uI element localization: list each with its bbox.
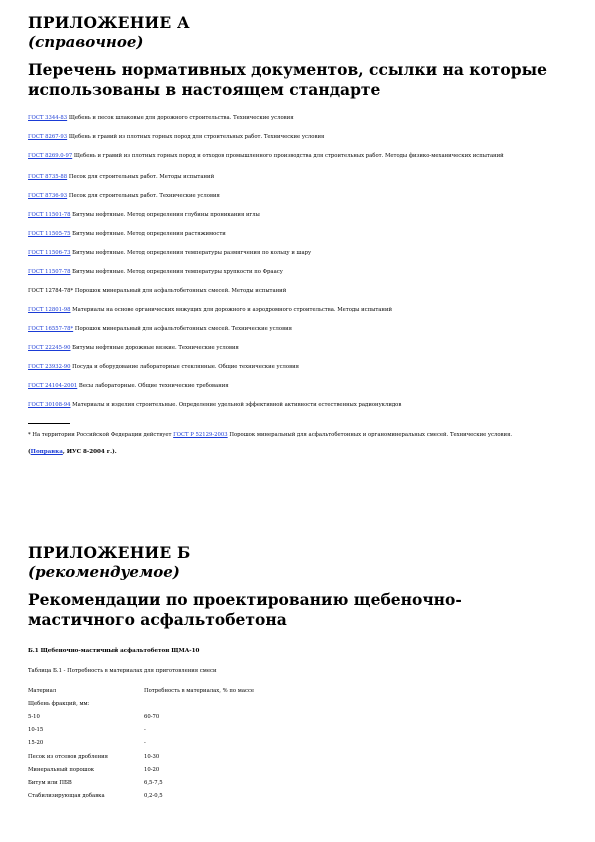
- reference-title: Битумы нефтяные дорожные вязкие. Технические условия: [70, 345, 239, 351]
- table-row: [28, 750, 344, 763]
- reference-title: Песок для строительных работ. Методы испытаний: [67, 174, 215, 180]
- table-row: [28, 710, 344, 723]
- reference-item: [28, 287, 568, 295]
- table-cell-material: Стабилизирующая добавка: [28, 793, 105, 800]
- appendix-a-subtitle: (справочное): [28, 33, 144, 51]
- reference-title: Битумы нефтяные. Метод определения температуры размягчения по кольцу и шару: [70, 250, 312, 256]
- table-cell-material: 5-10: [28, 713, 40, 720]
- table-row: [28, 724, 344, 737]
- table-row: [28, 737, 344, 750]
- reference-item: [28, 173, 568, 181]
- reference-title: Битумы нефтяные. Метод определения температуры хрупкости по Фраасу: [70, 269, 283, 275]
- reference-code-link[interactable]: ГОСТ 11505-75: [28, 231, 71, 237]
- table-header-material: Материал: [28, 687, 57, 694]
- reference-item: [28, 230, 568, 238]
- reference-code-link[interactable]: ГОСТ 23932-90: [28, 364, 71, 370]
- table-cell-requirement: 10-20: [144, 766, 160, 773]
- reference-item: [28, 363, 568, 371]
- reference-title: Материалы на основе органических вяжущих для дорожного и аэродромного строительства. Методы испытаний: [70, 307, 393, 313]
- reference-code-link[interactable]: ГОСТ 8735-88: [28, 174, 68, 180]
- reference-title: Порошок минеральный для асфальтобетонных смесей. Методы испытаний: [73, 288, 287, 294]
- reference-code-link[interactable]: ГОСТ 22245-90: [28, 345, 71, 351]
- reference-item: [28, 325, 568, 333]
- reference-title: Материалы и изделия строительные. Определение удельной эффективной активности естественных радионуклидов: [70, 402, 402, 408]
- footnote-divider: [28, 423, 70, 424]
- reference-item: [28, 133, 568, 141]
- reference-code-link[interactable]: ГОСТ 11501-78: [28, 212, 71, 218]
- table-caption: Таблица Б.1 - Потребность в материалах для приготовления смеси: [28, 668, 217, 674]
- reference-title: Битумы нефтяные. Метод определения глубины проникания иглы: [70, 212, 260, 218]
- reference-title: Порошок минеральный для асфальтобетонных смесей. Технические условия: [73, 326, 292, 332]
- appendix-a-title: ПРИЛОЖЕНИЕ А: [28, 13, 190, 32]
- materials-table: [28, 684, 344, 803]
- table-cell-material: Минеральный порошок: [28, 766, 95, 773]
- table-cell-requirement: -: [144, 740, 146, 747]
- table-cell-material: 15-20: [28, 740, 44, 747]
- appendix-b-title: ПРИЛОЖЕНИЕ Б: [28, 543, 191, 562]
- footnote: [28, 431, 528, 439]
- reference-item: [28, 211, 568, 219]
- reference-item: [28, 344, 568, 352]
- reference-item: [28, 152, 568, 160]
- reference-item: [28, 401, 568, 409]
- references-list: [28, 114, 568, 409]
- footnote-text-after: Порошок минеральный для асфальтобетонных и органоминеральных смесей. Технические условия.: [227, 432, 513, 438]
- reference-code-link[interactable]: ГОСТ 11507-78: [28, 269, 71, 275]
- subsection-title: Б.1 Щебеночно-мастичный асфальтобетон ЩМА-10: [28, 648, 200, 654]
- table-cell-requirement: [144, 697, 344, 710]
- table-cell-material: Щебень фракций, мм:: [28, 700, 90, 707]
- table-cell-requirement: 10-30: [144, 753, 160, 760]
- reference-title: Щебень и песок шлаковые для дорожного строительства. Технические условия: [67, 115, 294, 121]
- table-row: [28, 697, 344, 710]
- table-cell-material: 10-15: [28, 727, 44, 734]
- table-row: [28, 790, 344, 803]
- reference-item: [28, 192, 568, 200]
- reference-code-link[interactable]: ГОСТ 30108-94: [28, 402, 71, 408]
- reference-title: Посуда и оборудование лабораторные стеклянные. Общие технические условия: [70, 364, 299, 370]
- reference-code-link[interactable]: ГОСТ 16557-78*: [28, 326, 74, 332]
- reference-code: ГОСТ 12784-78*: [28, 288, 74, 294]
- footnote-link[interactable]: ГОСТ Р 52129-2003: [173, 432, 228, 438]
- reference-code-link[interactable]: ГОСТ 11506-73: [28, 250, 71, 256]
- appendix-b-subtitle: (рекомендуемое): [28, 563, 180, 581]
- table-header-requirement: Потребность в материалах, % по массе: [144, 687, 255, 694]
- reference-title: Битумы нефтяные. Метод определения растяжимости: [70, 231, 226, 237]
- reference-item: [28, 382, 568, 390]
- reference-code-link[interactable]: ГОСТ 3344-83: [28, 115, 68, 121]
- reference-item: [28, 306, 568, 314]
- reference-title: Щебень и гравий из плотных горных пород и отходов промышленного производства для строительных работ. Методы физико-механических испытаний: [72, 153, 504, 159]
- amendment-link[interactable]: Поправка: [30, 449, 63, 455]
- reference-title: Щебень и гравий из плотных горных пород для строительных работ. Технические условия: [67, 134, 325, 140]
- reference-item: [28, 268, 568, 276]
- reference-title: Песок для строительных работ. Технические условия: [67, 193, 220, 199]
- reference-code-link[interactable]: ГОСТ 8269.0-97: [28, 153, 73, 159]
- references-heading: Перечень нормативных документов, ссылки на которые использованы в настоящем стандарте: [28, 60, 547, 99]
- footnote-text-before: * На территории Российской Федерации действует: [28, 432, 174, 438]
- table-cell-material: Песок из отсевов дробления: [28, 753, 108, 760]
- table-cell-requirement: 6,5-7,5: [144, 779, 163, 786]
- table-row: [28, 776, 344, 789]
- reference-code-link[interactable]: ГОСТ 8736-93: [28, 193, 68, 199]
- table-row: [28, 763, 344, 776]
- table-cell-requirement: -: [144, 727, 146, 734]
- table-cell-material: Битум или ПБВ: [28, 779, 72, 786]
- reference-code-link[interactable]: ГОСТ 24104-2001: [28, 383, 78, 389]
- reference-item: [28, 249, 568, 257]
- amendment-note: [28, 449, 568, 455]
- amendment-open: (: [28, 449, 31, 455]
- table-header-row: [28, 684, 344, 697]
- amendment-text: , ИУС 8-2004 г.).: [62, 449, 117, 455]
- reference-code-link[interactable]: ГОСТ 8267-93: [28, 134, 68, 140]
- reference-code-link[interactable]: ГОСТ 12801-98: [28, 307, 71, 313]
- reference-item: [28, 114, 568, 122]
- table-cell-requirement: 0,2-0,5: [144, 793, 163, 800]
- recommendations-heading: Рекомендации по проектированию щебеночно-мастичного асфальтобетона: [28, 590, 462, 629]
- table-cell-requirement: 60-70: [144, 713, 160, 720]
- appendix-b: [28, 544, 568, 803]
- reference-title: Весы лабораторные. Общие технические требования: [77, 383, 229, 389]
- appendix-a: [28, 14, 568, 455]
